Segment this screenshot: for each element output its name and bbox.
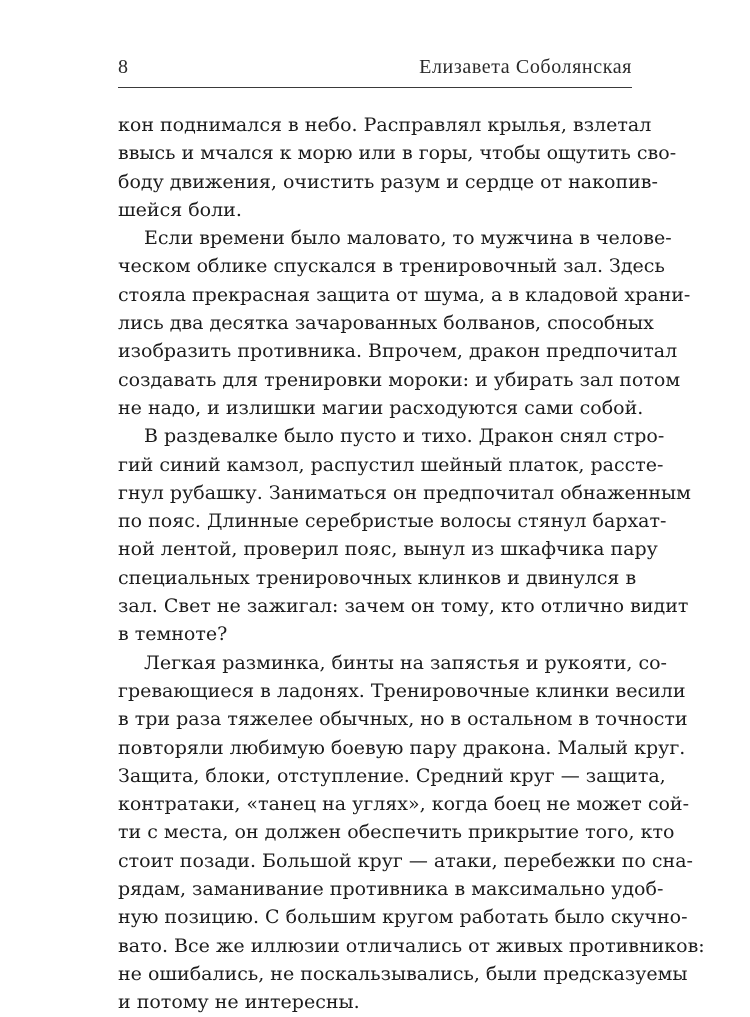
text-line: ную позицию. С большим кругом работать было скучно-	[118, 906, 688, 929]
text-line: рядам, заманивание противника в максимально удоб-	[118, 878, 664, 901]
text-line: гий синий камзол, распустил шейный платок, рассте-	[118, 453, 664, 476]
text-line: Если времени было маловато, то мужчина в челове-	[144, 227, 672, 250]
paragraph-1	[118, 111, 677, 224]
text-line: кон поднимался в небо. Расправлял крылья, взлетал	[118, 114, 652, 136]
paragraph-3	[118, 422, 691, 648]
page-number: 8	[118, 56, 129, 78]
text-line: специальных тренировочных клинков и двинулся в	[118, 566, 637, 589]
text-line: в темноте?	[118, 623, 228, 646]
text-line: и потому не интересны.	[118, 991, 360, 1014]
running-header	[118, 56, 632, 84]
text-line: ной лентой, проверил пояс, вынул из шкафчика пару	[118, 538, 658, 561]
text-line: не надо, и излишки магии расходуются сами собой.	[118, 396, 644, 419]
paragraph-2	[118, 224, 691, 422]
text-line: вато. Все же иллюзии отличались от живых противников:	[118, 934, 705, 957]
text-line: по пояс. Длинные серебристые волосы стянул бархат-	[118, 510, 667, 533]
text-line: повторяли любимую боевую пару дракона. Малый круг.	[118, 736, 686, 759]
text-line: В раздевалке было пусто и тихо. Дракон снял стро-	[144, 425, 665, 448]
text-line: создавать для тренировки мороки: и убирать зал потом	[118, 368, 681, 391]
text-line: стоит позади. Большой круг — атаки, перебежки по сна-	[118, 849, 693, 872]
text-line: Легкая разминка, бинты на запястья и рукояти, со-	[144, 651, 667, 674]
text-line: в три раза тяжелее обычных, но в остальном в точности	[118, 708, 688, 731]
text-line: ти с места, он должен обеспечить прикрытие того, кто	[118, 821, 675, 844]
text-line: изобразить противника. Впрочем, дракон предпочитал	[118, 340, 678, 363]
text-line: зал. Свет не зажигал: зачем он тому, кто отлично видит	[118, 595, 689, 618]
text-line: ческом облике спускался в тренировочный зал. Здесь	[118, 255, 665, 278]
text-line: не ошибались, не поскальзывались, были предсказуемы	[118, 962, 688, 985]
text-line: Защита, блоки, отступление. Средний круг — защита,	[118, 764, 666, 787]
text-line: лись два десятка зачарованных болванов, способных	[118, 312, 654, 335]
running-title-author: Елизавета Соболянская	[419, 56, 632, 78]
text-line: ввысь и мчался к морю или в горы, чтобы ощутить сво-	[118, 142, 677, 165]
body-text	[118, 111, 705, 1017]
text-line: гнул рубашку. Заниматься он предпочитал обнаженным	[118, 481, 691, 504]
text-line: стояла прекрасная защита от шума, а в кладовой храни-	[118, 283, 691, 306]
text-line: боду движения, очистить разум и сердце от накопив-	[118, 170, 658, 193]
text-line: гревающиеся в ладонях. Тренировочные клинки весили	[118, 679, 686, 702]
header-rule	[118, 87, 632, 88]
text-line: контратаки, «танец на углях», когда боец не может сой-	[118, 793, 690, 816]
paragraph-4	[118, 649, 705, 1017]
text-line: шейся боли.	[118, 198, 242, 221]
